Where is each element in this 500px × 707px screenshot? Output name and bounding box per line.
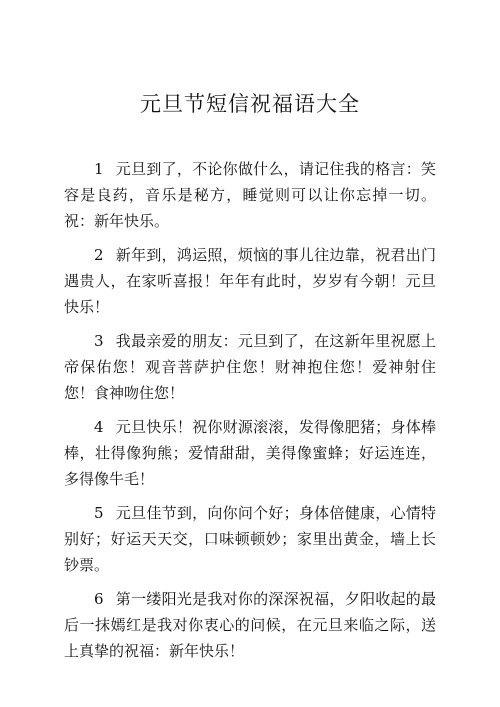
greeting-paragraph-4 — [64, 414, 436, 492]
paragraph-number: 2 — [94, 246, 104, 264]
paragraph-text: 我最亲爱的朋友：元旦到了，在这新年里祝愿上帝保佑您！观音菩萨护住您！财神抱住您！爱神射住您！食神吻住您！ — [64, 332, 436, 402]
paragraph-number: 5 — [94, 504, 104, 522]
greeting-paragraph-1 — [64, 156, 436, 234]
greeting-paragraph-6 — [64, 586, 436, 664]
paragraph-text: 第一缕阳光是我对你的深深祝福，夕阳收起的最后一抹嫣红是我对你衷心的问候，在元旦来临之际，送上真挚的祝福：新年快乐！ — [64, 590, 436, 660]
greeting-paragraph-3 — [64, 328, 436, 406]
document-body — [64, 156, 436, 672]
paragraph-text: 元旦佳节到，向你问个好；身体倍健康，心情特别好；好运天天交，口味顿顿妙；家里出黄金，墙上长钞票。 — [64, 504, 436, 574]
paragraph-text: 元旦快乐！祝你财源滚滚，发得像肥猪；身体棒棒，壮得像狗熊；爱情甜甜，美得像蜜蜂；好运连连，多得像牛毛！ — [64, 418, 436, 488]
paragraph-number: 3 — [94, 332, 104, 350]
paragraph-number: 1 — [94, 160, 104, 178]
document-title: 元旦节短信祝福语大全 — [140, 92, 360, 116]
greeting-paragraph-2 — [64, 242, 436, 320]
paragraph-number: 4 — [94, 418, 104, 436]
paragraph-number: 6 — [94, 590, 104, 608]
paragraph-text: 新年到，鸿运照，烦恼的事儿往边靠，祝君出门遇贵人，在家听喜报！年年有此时，岁岁有今朝！元旦快乐！ — [64, 246, 436, 316]
greeting-paragraph-5 — [64, 500, 436, 578]
paragraph-text: 元旦到了，不论你做什么，请记住我的格言：笑容是良药，音乐是秘方，睡觉则可以让你忘掉一切。祝：新年快乐。 — [64, 160, 436, 230]
